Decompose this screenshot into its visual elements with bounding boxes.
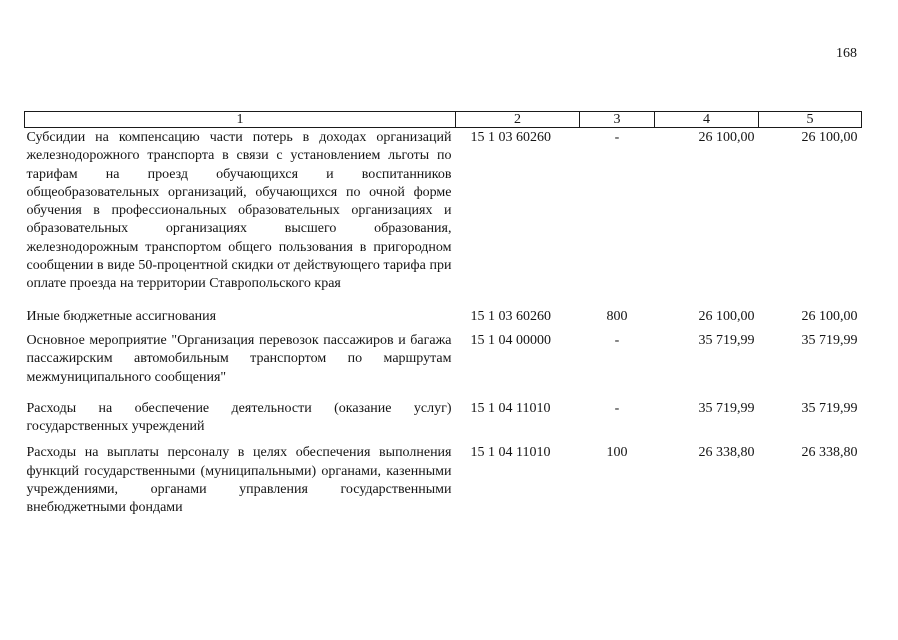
row-amount-2: 35 719,99 xyxy=(801,400,858,416)
table-row xyxy=(25,332,862,400)
row-code: 15 1 03 60260 xyxy=(470,130,551,145)
row-amount-2: 26 100,00 xyxy=(801,308,858,324)
row-amount-1: 26 338,80 xyxy=(698,445,755,461)
row-amount-1: 26 100,00 xyxy=(698,130,755,145)
table-row xyxy=(25,308,862,332)
row-expense-type: - xyxy=(614,332,620,348)
page-number: 168 xyxy=(836,46,857,61)
row-amount-2: 26 100,00 xyxy=(801,130,858,145)
budget-table xyxy=(24,111,862,518)
table-row xyxy=(25,444,862,517)
row-code: 15 1 04 11010 xyxy=(470,445,551,461)
row-amount-2: 26 338,80 xyxy=(801,445,858,461)
column-header-5: 5 xyxy=(759,112,862,128)
row-amount-1: 26 100,00 xyxy=(698,308,755,324)
row-code: 15 1 04 11010 xyxy=(470,400,551,416)
row-code: 15 1 04 00000 xyxy=(470,332,551,348)
row-name: Расходы на обеспечение деятельности (оказание услуг) государственных учреждений xyxy=(26,400,452,435)
column-header-2: 2 xyxy=(456,112,580,128)
row-expense-type: 100 xyxy=(606,445,628,461)
row-amount-2: 35 719,99 xyxy=(801,332,858,348)
row-amount-1: 35 719,99 xyxy=(698,400,755,416)
table-row xyxy=(25,400,862,445)
table-row xyxy=(25,128,862,308)
row-code: 15 1 03 60260 xyxy=(470,308,551,324)
column-header-1: 1 xyxy=(25,112,456,128)
row-name: Расходы на выплаты персоналу в целях обеспечения выполнения функций государственными (муниципальными) органами, казенными учреждениями, органами управления государственными внебюджетными фондами xyxy=(26,445,452,516)
row-name: Иные бюджетные ассигнования xyxy=(26,308,217,324)
row-name: Субсидии на компенсацию части потерь в доходах организаций железнодорожного транспорта в связи с установлением льготы по тарифам на проезд обучающихся и воспитанников общеобразовательных организаций, обучающихся по очной форме обучения в профессиональных образовательных организациях и образовательных организациях высшего образования, железнодорожным транспортом общего пользования в пригородном сообщении в виде 50-процентной скидки от действующего тарифа при оплате проезда на территории Ставропольского края xyxy=(26,130,452,292)
header-row xyxy=(25,112,862,128)
row-expense-type: 800 xyxy=(606,308,628,324)
row-name: Основное мероприятие "Организация перевозок пассажиров и багажа пассажирским автомобильным транспортом по маршрутам межмуниципального сообщения" xyxy=(26,332,452,385)
row-expense-type: - xyxy=(614,400,620,416)
row-expense-type: - xyxy=(614,130,620,145)
table-header xyxy=(25,112,862,128)
table-body xyxy=(25,128,862,518)
column-header-3: 3 xyxy=(580,112,655,128)
column-header-4: 4 xyxy=(655,112,759,128)
row-amount-1: 35 719,99 xyxy=(698,332,755,348)
